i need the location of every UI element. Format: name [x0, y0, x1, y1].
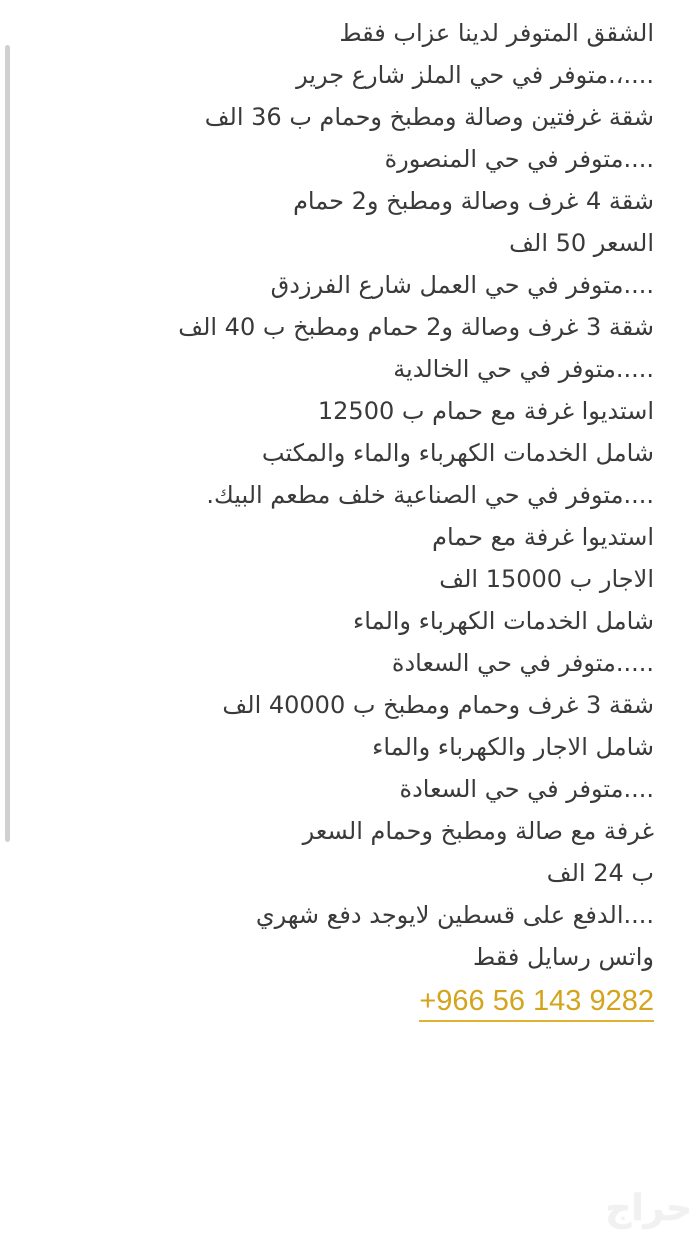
post-line-listing: شقة 3 غرف وصالة و2 حمام ومطبخ ب 40 الف: [178, 313, 654, 341]
post-line-listing: استديوا غرفة مع حمام ب 12500: [317, 397, 654, 425]
post-line-location: .....متوفر في حي الخالدية: [393, 355, 654, 383]
haraj-watermark-logo: حراج: [605, 1188, 692, 1229]
post-line-location: ....متوفر في حي المنصورة: [384, 145, 654, 173]
post-line-details: شامل الخدمات الكهرباء والماء والمكتب: [261, 439, 654, 467]
post-line-contact: واتس رسايل فقط: [472, 943, 654, 971]
post-line-location: ....،.متوفر في حي الملز شارع جرير: [296, 61, 654, 89]
post-line-location: ....متوفر في حي العمل شارع الفرزدق: [270, 271, 654, 299]
phone-link[interactable]: +966 56 143 9282: [419, 982, 654, 1022]
post-line-price: السعر 50 الف: [509, 229, 654, 257]
post-line-price: الاجار ب 15000 الف: [439, 565, 654, 593]
post-body: [14, 12, 654, 1020]
post-line-listing: شقة 4 غرف وصالة ومطبخ و2 حمام: [293, 187, 654, 215]
phone-line: [14, 978, 654, 1020]
post-line-location: .....متوفر في حي السعادة: [391, 649, 654, 677]
post-line-location: ....متوفر في حي السعادة: [399, 775, 654, 803]
post-line-listing: غرفة مع صالة ومطبخ وحمام السعر: [302, 817, 654, 845]
post-line-details: شامل الاجار والكهرباء والماء: [372, 733, 654, 761]
post-line-payment: ....الدفع على قسطين لايوجد دفع شهري: [255, 901, 654, 929]
post-line-listing: شقة غرفتين وصالة ومطبخ وحمام ب 36 الف: [204, 103, 654, 131]
post-line-title: الشقق المتوفر لدينا عزاب فقط: [339, 19, 654, 47]
post-line-price: ب 24 الف: [546, 859, 654, 887]
post-line-location: ....متوفر في حي الصناعية خلف مطعم البيك.: [206, 481, 654, 509]
post-line-details: شامل الخدمات الكهرباء والماء: [352, 607, 654, 635]
post-line-listing: استديوا غرفة مع حمام: [432, 523, 654, 551]
post-line-listing: شقة 3 غرف وحمام ومطبخ ب 40000 الف: [222, 691, 654, 719]
scrollbar[interactable]: [5, 45, 10, 842]
